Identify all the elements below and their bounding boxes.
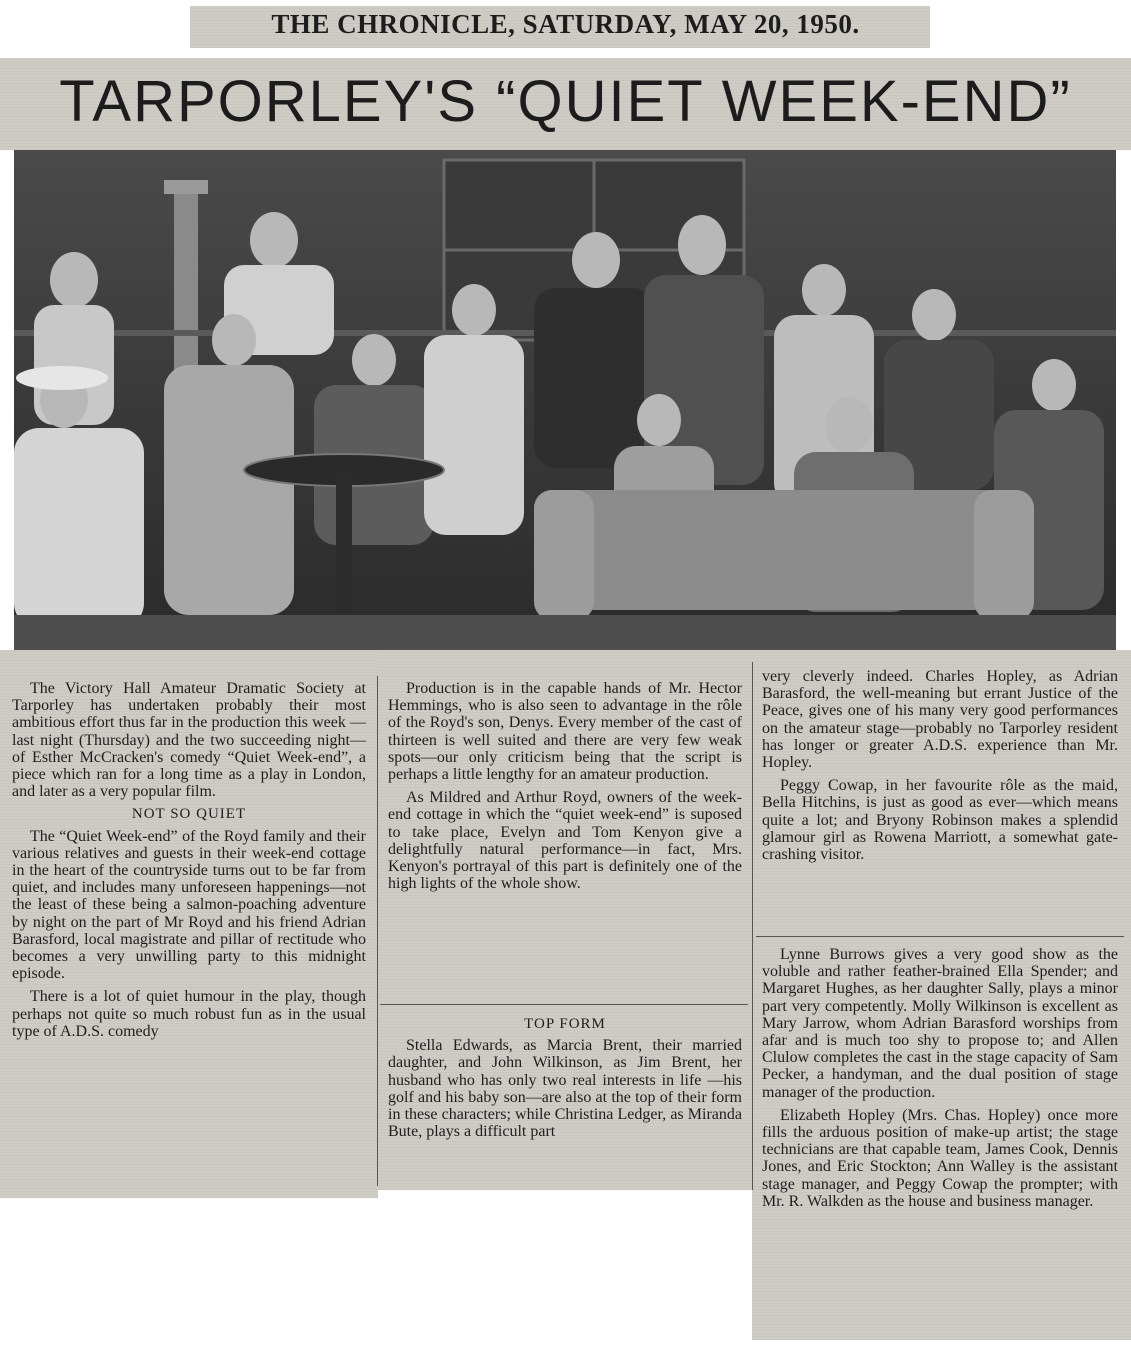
paragraph: Stella Edwards, as Marcia Brent, their married daughter, and John Wilkinson, as Jim Brent, her husband who has only two real interests in life —his golf and his baby son—are also at the top of their form in these characters; while Christina Ledger, as Miranda Bute, plays a difficult part bbox=[388, 1037, 742, 1141]
subheading-not-so-quiet: NOT SO QUIET bbox=[131, 806, 247, 823]
column-divider bbox=[752, 662, 753, 1190]
column-divider bbox=[377, 676, 378, 1186]
cast-photo bbox=[14, 150, 1116, 650]
section-divider bbox=[380, 1004, 748, 1005]
section-divider bbox=[756, 936, 1124, 937]
paragraph: Production is in the capable hands of Mr. Hector Hemmings, who is also seen to advantage in the rôle of the Royd's son, Denys. Every member of the cast of thirteen is well suited and there are very few weak spots—our only criticism being that the script is perhaps a little lengthy for an amateur production. bbox=[388, 680, 742, 784]
masthead bbox=[0, 0, 1131, 48]
article-column-3-upper bbox=[754, 662, 1126, 932]
article-column-1 bbox=[4, 674, 374, 1194]
article-column-2 bbox=[380, 674, 750, 994]
paragraph: The Victory Hall Amateur Dramatic Society at Tarporley has undertaken probably their most ambitious effort thus far in the production this week —last night (Thursday) and the two succeeding night—of Esther McCracken's comedy “Quiet Week-end”, a piece which ran for a long time as a play in London, and later as a very popular film. bbox=[12, 680, 366, 801]
subheading-top-form: TOP FORM bbox=[524, 1016, 606, 1032]
paragraph: Elizabeth Hopley (Mrs. Chas. Hopley) once more fills the arduous position of make-up artist; the stage technicians are that capable team, James Cook, Dennis Jones, and Eric Stockton; Ann Walley is the assistant stage manager, and Peggy Cowap the prompter; with Mr. R. Walkden as the house and business manager. bbox=[762, 1106, 1118, 1210]
article-column-2-lower bbox=[380, 1006, 750, 1188]
stage-cast-photo-icon bbox=[14, 150, 1116, 650]
paragraph: Peggy Cowap, in her favourite rôle as the maid, Bella Hitchins, is just as good as ever—which means quite a lot; and Bryony Robinson makes a splendid glamour girl as Rowena Marriott, a somewhat gate-crashing visitor. bbox=[762, 777, 1118, 864]
article-column-3-lower bbox=[754, 940, 1126, 1340]
paragraph: The “Quiet Week-end” of the Royd family and their various relatives and guests in their week-end cottage in the heart of the countryside turns out to be far from quiet, and includes many unforeseen happenings—not the least of these being a salmon-poaching adventure by night on the part of Mr Royd and his friend Adrian Barasford, local magistrate and pillar of rectitude who becomes a very unwilling party to this midnight episode. bbox=[12, 827, 366, 983]
paragraph: very cleverly indeed. Charles Hopley, as Adrian Barasford, the well-meaning but errant Justice of the Peace, gives one of his many very good performances on the amateur stage—probably no Tarporley resident has longer or greater A.D.S. experience than Mr. Hopley. bbox=[762, 668, 1118, 772]
paragraph: Lynne Burrows gives a very good show as the voluble and rather feather-brained Ella Spender; and Margaret Hughes, as her daughter Sally, plays a minor part very competently. Molly Wilkinson is excellent as Mary Jarrow, whom Adrian Barasford worships from afar and is much too shy to propose to; and Allen Clulow completes the cast in the stage capacity of Sam Pecker, a handyman, and the dual position of stage manager of the production. bbox=[762, 946, 1118, 1101]
masthead-text: THE CHRONICLE, SATURDAY, MAY 20, 1950. bbox=[271, 8, 860, 39]
paragraph: As Mildred and Arthur Royd, owners of the week-end cottage in which the “quiet week-end” is suposed to take place, Evelyn and Tom Kenyon give a delightfully natural performance—in fact, Mrs. Kenyon's portrayal of this part is definitely one of the high lights of the whole show. bbox=[388, 789, 742, 893]
headline bbox=[0, 64, 1131, 138]
headline-text: TARPORLEY'S “QUIET WEEK-END” bbox=[59, 68, 1072, 134]
paragraph: There is a lot of quiet humour in the play, though perhaps not quite so much robust fun as in the usual type of A.D.S. comedy bbox=[12, 988, 366, 1040]
